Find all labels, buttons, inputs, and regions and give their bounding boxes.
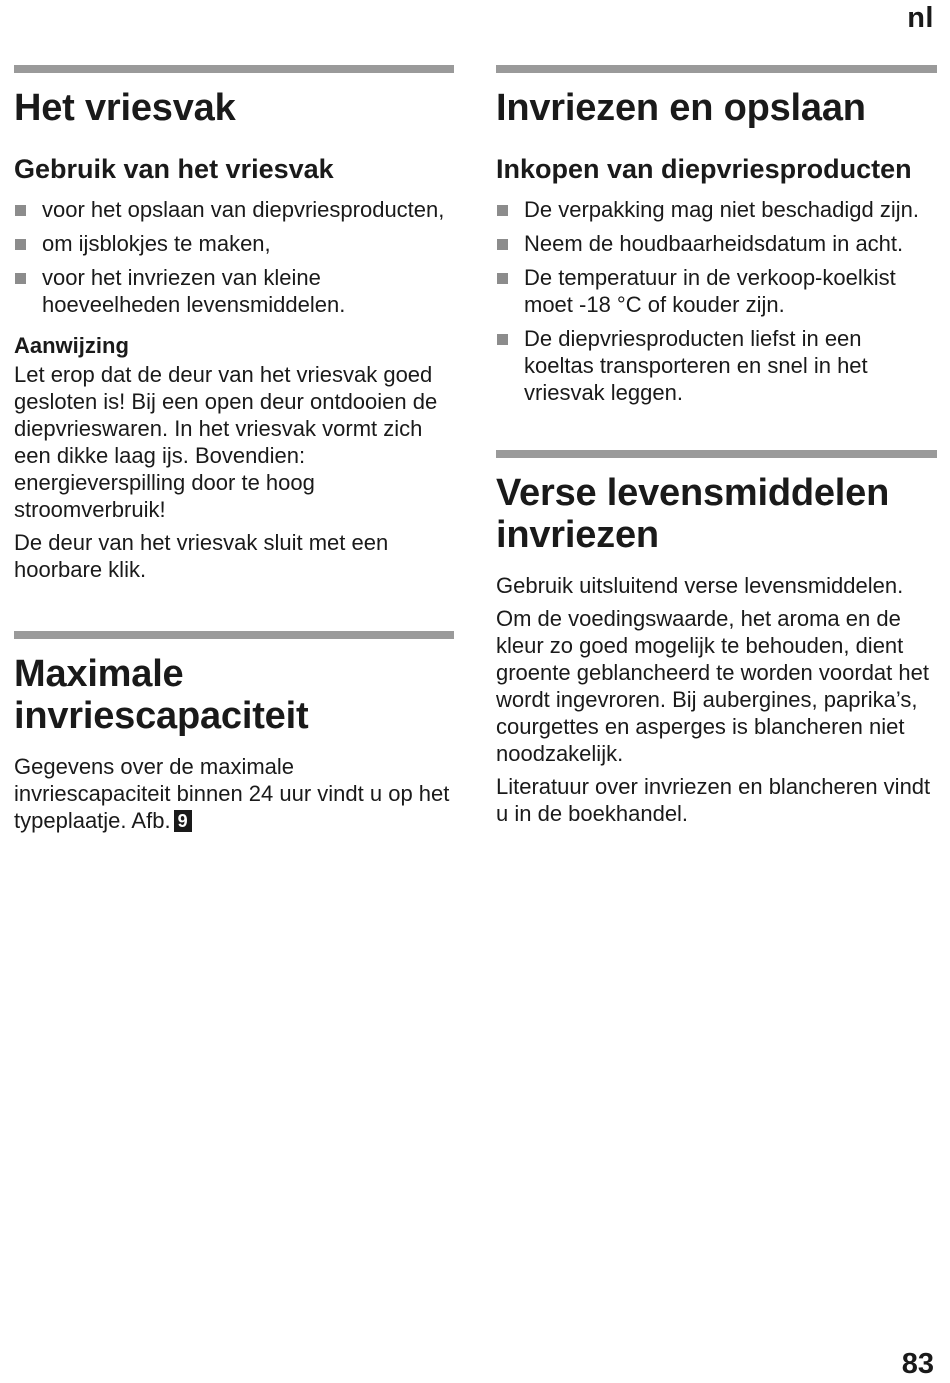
section-capaciteit xyxy=(14,631,454,834)
section-vriesvak xyxy=(14,65,454,583)
list-item: voor het opslaan van diepvriesproducten, xyxy=(14,196,454,223)
section-opslaan xyxy=(496,65,937,406)
square-bullet-icon xyxy=(497,239,508,250)
section-divider xyxy=(496,65,937,73)
list-item: De diepvriesproducten liefst in een koeltas transporteren en snel in het vriesvak leggen. xyxy=(496,325,937,406)
square-bullet-icon xyxy=(497,205,508,216)
figure-reference: 9 xyxy=(174,810,192,832)
paragraph: Gebruik uitsluitend verse levensmiddelen. xyxy=(496,573,904,598)
note-heading: Aanwijzing xyxy=(14,333,129,358)
list-item: De verpakking mag niet beschadigd zijn. xyxy=(496,196,937,223)
section-subtitle: Inkopen van diepvriesproducten xyxy=(496,154,912,184)
square-bullet-icon xyxy=(15,239,26,250)
capacity-text: Gegevens over de maximale invriescapaciteit binnen 24 uur vindt u op het typeplaatje. Afb. 9 xyxy=(14,754,450,833)
section-title: Invriezen en opslaan xyxy=(496,87,866,129)
language-label: nl xyxy=(907,2,934,34)
left-column xyxy=(14,65,454,834)
list-item: om ijsblokjes te maken, xyxy=(14,230,454,257)
section-title: Het vriesvak xyxy=(14,87,236,129)
closing-text: De deur van het vriesvak sluit met een hoorbare klik. xyxy=(14,530,389,582)
purchase-list xyxy=(496,196,937,406)
section-title: Verse levensmiddelen invriezen xyxy=(496,472,890,556)
list-item: Neem de houdbaarheidsdatum in acht. xyxy=(496,230,937,257)
section-divider xyxy=(14,65,454,73)
paragraph: Literatuur over invriezen en blancheren vindt u in de boekhandel. xyxy=(496,774,931,826)
square-bullet-icon xyxy=(497,273,508,284)
square-bullet-icon xyxy=(15,273,26,284)
list-item: De temperatuur in de verkoop-koelkist moet -18 °C of kouder zijn. xyxy=(496,264,937,318)
usage-list xyxy=(14,196,454,318)
square-bullet-icon xyxy=(497,334,508,345)
section-verse xyxy=(496,450,937,827)
section-divider xyxy=(496,450,937,458)
right-column xyxy=(496,65,937,827)
paragraph: Om de voedingswaarde, het aroma en de kleur zo goed mogelijk te behouden, dient groente geblancheerd te worden voordat het wordt ingevroren. Bij aubergines, paprika’s, courgettes en asperges is blancheren niet noodzakelijk. xyxy=(496,606,929,766)
square-bullet-icon xyxy=(15,205,26,216)
section-divider xyxy=(14,631,454,639)
section-subtitle: Gebruik van het vriesvak xyxy=(14,154,334,184)
section-title: Maximale invriescapaciteit xyxy=(14,653,309,737)
list-item: voor het invriezen van kleine hoeveelheden levensmiddelen. xyxy=(14,264,454,318)
note-text: Let erop dat de deur van het vriesvak goed gesloten is! Bij een open deur ontdooien de diepvrieswaren. In het vriesvak vormt zich een dikke laag ijs. Bovendien: energieverspilling door te hoog stroomverbruik! xyxy=(14,362,438,522)
page-number: 83 xyxy=(901,1348,934,1380)
